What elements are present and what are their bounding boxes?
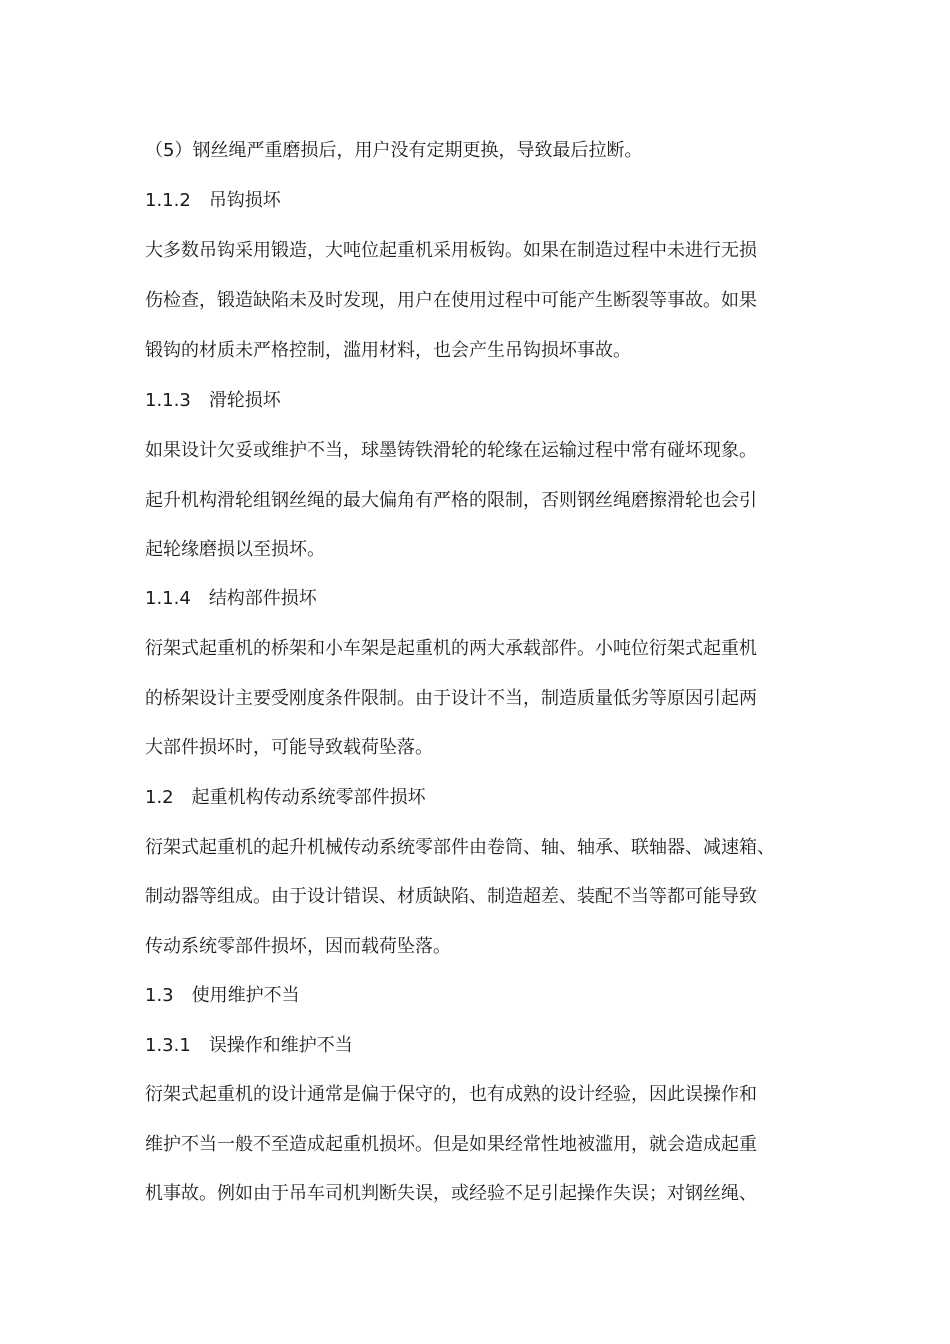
paragraph-line: 大多数吊钩采用锻造，大吨位起重机采用板钩。如果在制造过程中未进行无损 xyxy=(145,240,757,261)
heading-number: 1.2 xyxy=(145,787,174,808)
paragraph-line: 起升机构滑轮组钢丝绳的最大偏角有严格的限制，否则钢丝绳磨擦滑轮也会引 xyxy=(145,490,757,511)
paragraph-line: 衍架式起重机的起升机械传动系统零部件由卷筒、轴、轴承、联轴器、减速箱、 xyxy=(145,837,775,858)
heading-title: 结构部件损坏 xyxy=(208,588,317,609)
section-heading xyxy=(145,584,835,614)
heading-number: 1.1.2 xyxy=(145,190,191,211)
section-heading xyxy=(145,386,835,416)
heading-title: 使用维护不当 xyxy=(191,985,300,1006)
section-heading xyxy=(145,981,835,1011)
section-heading xyxy=(145,1031,835,1061)
heading-number: 1.3 xyxy=(145,985,174,1006)
paragraph-line: 传动系统零部件损坏，因而载荷坠落。 xyxy=(145,936,451,957)
paragraph-line: 衍架式起重机的设计通常是偏于保守的，也有成熟的设计经验，因此误操作和 xyxy=(145,1084,757,1105)
section-heading xyxy=(145,186,835,216)
paragraph-line: 维护不当一般不至造成起重机损坏。但是如果经常性地被滥用，就会造成起重 xyxy=(145,1134,757,1155)
paragraph-line: 锻钩的材质未严格控制，滥用材料，也会产生吊钩损坏事故。 xyxy=(145,340,631,361)
paragraph-line: 机事故。例如由于吊车司机判断失误，或经验不足引起操作失误；对钢丝绳、 xyxy=(145,1183,757,1204)
heading-number: 1.1.4 xyxy=(145,588,191,609)
heading-title: 误操作和维护不当 xyxy=(208,1035,353,1056)
paragraph-line: 伤检查，锻造缺陷未及时发现，用户在使用过程中可能产生断裂等事故。如果 xyxy=(145,290,757,311)
heading-number: 1.1.3 xyxy=(145,390,191,411)
heading-title: 吊钩损坏 xyxy=(208,190,281,211)
paragraph-line: 衍架式起重机的桥架和小车架是起重机的两大承载部件。小吨位衍架式起重机 xyxy=(145,638,757,659)
paragraph-line: 的桥架设计主要受刚度条件限制。由于设计不当，制造质量低劣等原因引起两 xyxy=(145,688,757,709)
paragraph-line: 起轮缘磨损以至损坏。 xyxy=(145,539,325,560)
paragraph-line: 制动器等组成。由于设计错误、材质缺陷、制造超差、装配不当等都可能导致 xyxy=(145,886,757,907)
heading-title: 滑轮损坏 xyxy=(208,390,281,411)
heading-number: 1.3.1 xyxy=(145,1035,191,1056)
heading-title: 起重机构传动系统零部件损坏 xyxy=(191,787,426,808)
paragraph-line: 大部件损坏时，可能导致载荷坠落。 xyxy=(145,737,433,758)
paragraph-line: （5）钢丝绳严重磨损后，用户没有定期更换，导致最后拉断。 xyxy=(145,140,643,161)
paragraph-line: 如果设计欠妥或维护不当，球墨铸铁滑轮的轮缘在运输过程中常有碰坏现象。 xyxy=(145,440,757,461)
section-heading xyxy=(145,783,835,813)
